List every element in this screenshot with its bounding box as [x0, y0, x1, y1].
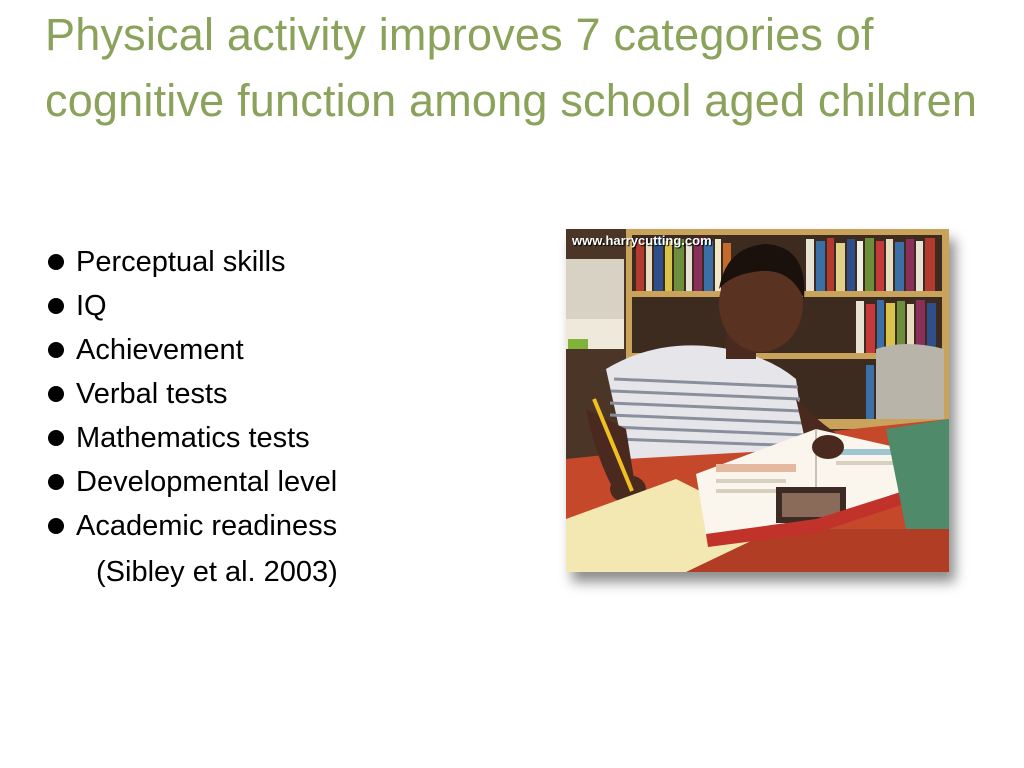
list-item — [46, 240, 526, 284]
bullet-icon — [48, 474, 64, 490]
bullet-text: Academic readiness — [76, 510, 338, 542]
list-item — [46, 372, 526, 416]
bullet-text: Mathematics tests — [76, 422, 310, 454]
list-item — [46, 504, 526, 548]
list-item — [46, 460, 526, 504]
bullet-list — [46, 240, 526, 548]
bullet-icon — [48, 518, 64, 534]
bullet-icon — [48, 342, 64, 358]
photo-watermark: www.harrycutting.com — [572, 233, 712, 248]
citation: (Sibley et al. 2003) — [96, 556, 338, 588]
photo-girl-studying — [566, 229, 949, 572]
list-item — [46, 416, 526, 460]
slide-title: Physical activity improves 7 categories of cognitive function among school aged children — [45, 9, 978, 126]
list-item — [46, 328, 526, 372]
bullet-text: IQ — [76, 290, 107, 322]
bullet-icon — [48, 386, 64, 402]
bullet-text: Perceptual skills — [76, 246, 286, 278]
bullet-icon — [48, 254, 64, 270]
bullet-text: Developmental level — [76, 466, 338, 498]
list-item — [46, 284, 526, 328]
photo-illustration — [566, 229, 949, 572]
bullet-icon — [48, 430, 64, 446]
bullet-text: Achievement — [76, 334, 244, 366]
bullet-text: Verbal tests — [76, 378, 228, 410]
bullet-icon — [48, 298, 64, 314]
